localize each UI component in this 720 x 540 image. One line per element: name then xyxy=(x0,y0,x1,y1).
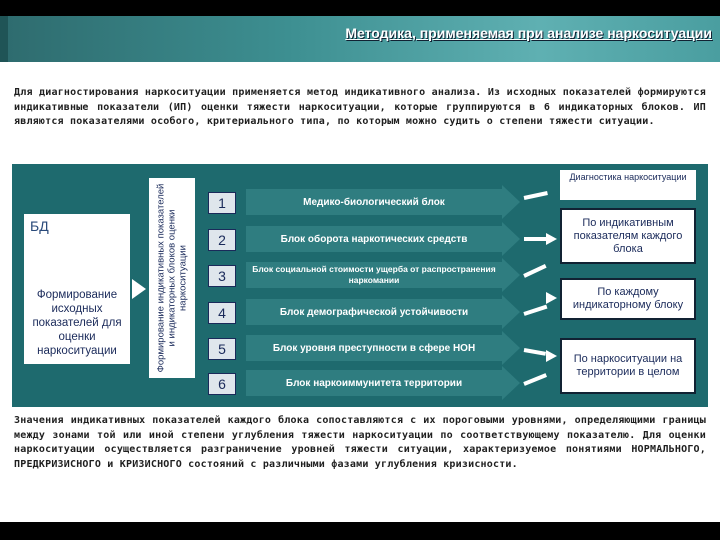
arrow-right-icon xyxy=(546,233,557,245)
result-box-blocks: По каждому индикаторному блоку xyxy=(560,278,696,320)
connector-line-4 xyxy=(523,305,547,316)
connector-line-3 xyxy=(523,264,546,278)
intro-paragraph: Для диагностирования наркоситуации применяется метод индикативного анализа. Из исходных показателей формируются индикативные показатели (ИП) оценки тяжести наркоситуации, которые группируются в 6 индикаторных блоков. ИП являются показателями особого, критериального типа, по которым можно судить о степени тяжести ситуации. xyxy=(14,87,706,127)
diagnostics-heading: Диагностика наркоситуации xyxy=(560,170,696,200)
indicator-formation-box xyxy=(149,178,195,378)
block-6 xyxy=(246,370,502,396)
block-4 xyxy=(246,299,502,325)
block-5 xyxy=(246,335,502,361)
title-bar xyxy=(0,16,720,62)
block-5-label: Блок уровня преступности в сфере НОН xyxy=(272,342,476,354)
connector-line-2 xyxy=(524,237,546,241)
block-3-label: Блок социальной стоимости ущерба от распространения наркомании xyxy=(252,264,496,285)
result-box-indicators: По индикативным показателям каждого блока xyxy=(560,208,696,264)
database-title: БД xyxy=(30,218,49,234)
block-number-2: 2 xyxy=(208,229,236,251)
block-3 xyxy=(246,262,502,288)
top-black-bar xyxy=(0,0,720,16)
conclusion-paragraph: Значения индикативных показателей каждого блока сопоставляются с их пороговыми уровнями, определяющими границы между зонами той или иной степени углубления тяжести наркоситуации по соответствующему показателю. Для оценки наркоситуации осуществляется разграничение уровней тяжести ситуации, характеризуемое понятиями НОРМАЛЬНОГО, ПРЕДКРИЗИСНОГО и КРИЗИСНОГО состояний с различными фазами углубления кризисности. xyxy=(14,415,706,470)
slide-title: Методика, применяемая при анализе наркоситуации xyxy=(345,25,712,41)
bottom-black-bar xyxy=(0,522,720,540)
title-bar-left-strip xyxy=(0,16,8,62)
block-2-label: Блок оборота наркотических средств xyxy=(280,233,468,245)
result-box-territory: По наркоситуации на территории в целом xyxy=(560,338,696,394)
arrow-right-icon xyxy=(132,279,146,299)
arrow-right-icon xyxy=(546,350,557,362)
block-number-5: 5 xyxy=(208,338,236,360)
arrow-right-icon xyxy=(546,292,557,304)
database-box xyxy=(24,214,130,364)
block-number-4: 4 xyxy=(208,302,236,324)
block-1 xyxy=(246,189,502,215)
connector-line-6 xyxy=(523,373,547,386)
block-6-label: Блок наркоиммунитета территории xyxy=(285,377,463,389)
indicator-formation-label: Формирование индикативных показателей и индикаторных блоков оценки наркоситуации xyxy=(155,183,189,373)
connector-line-5 xyxy=(524,348,546,356)
block-number-6: 6 xyxy=(208,373,236,395)
block-number-3: 3 xyxy=(208,265,236,287)
database-description: Формирование исходных показателей для оценки наркоситуации xyxy=(32,289,122,357)
methodology-diagram xyxy=(12,164,708,407)
block-1-label: Медико-биологический блок xyxy=(303,196,445,208)
block-2 xyxy=(246,226,502,252)
connector-line-1 xyxy=(524,191,548,200)
block-number-1: 1 xyxy=(208,192,236,214)
block-4-label: Блок демографической устойчивости xyxy=(279,306,469,318)
